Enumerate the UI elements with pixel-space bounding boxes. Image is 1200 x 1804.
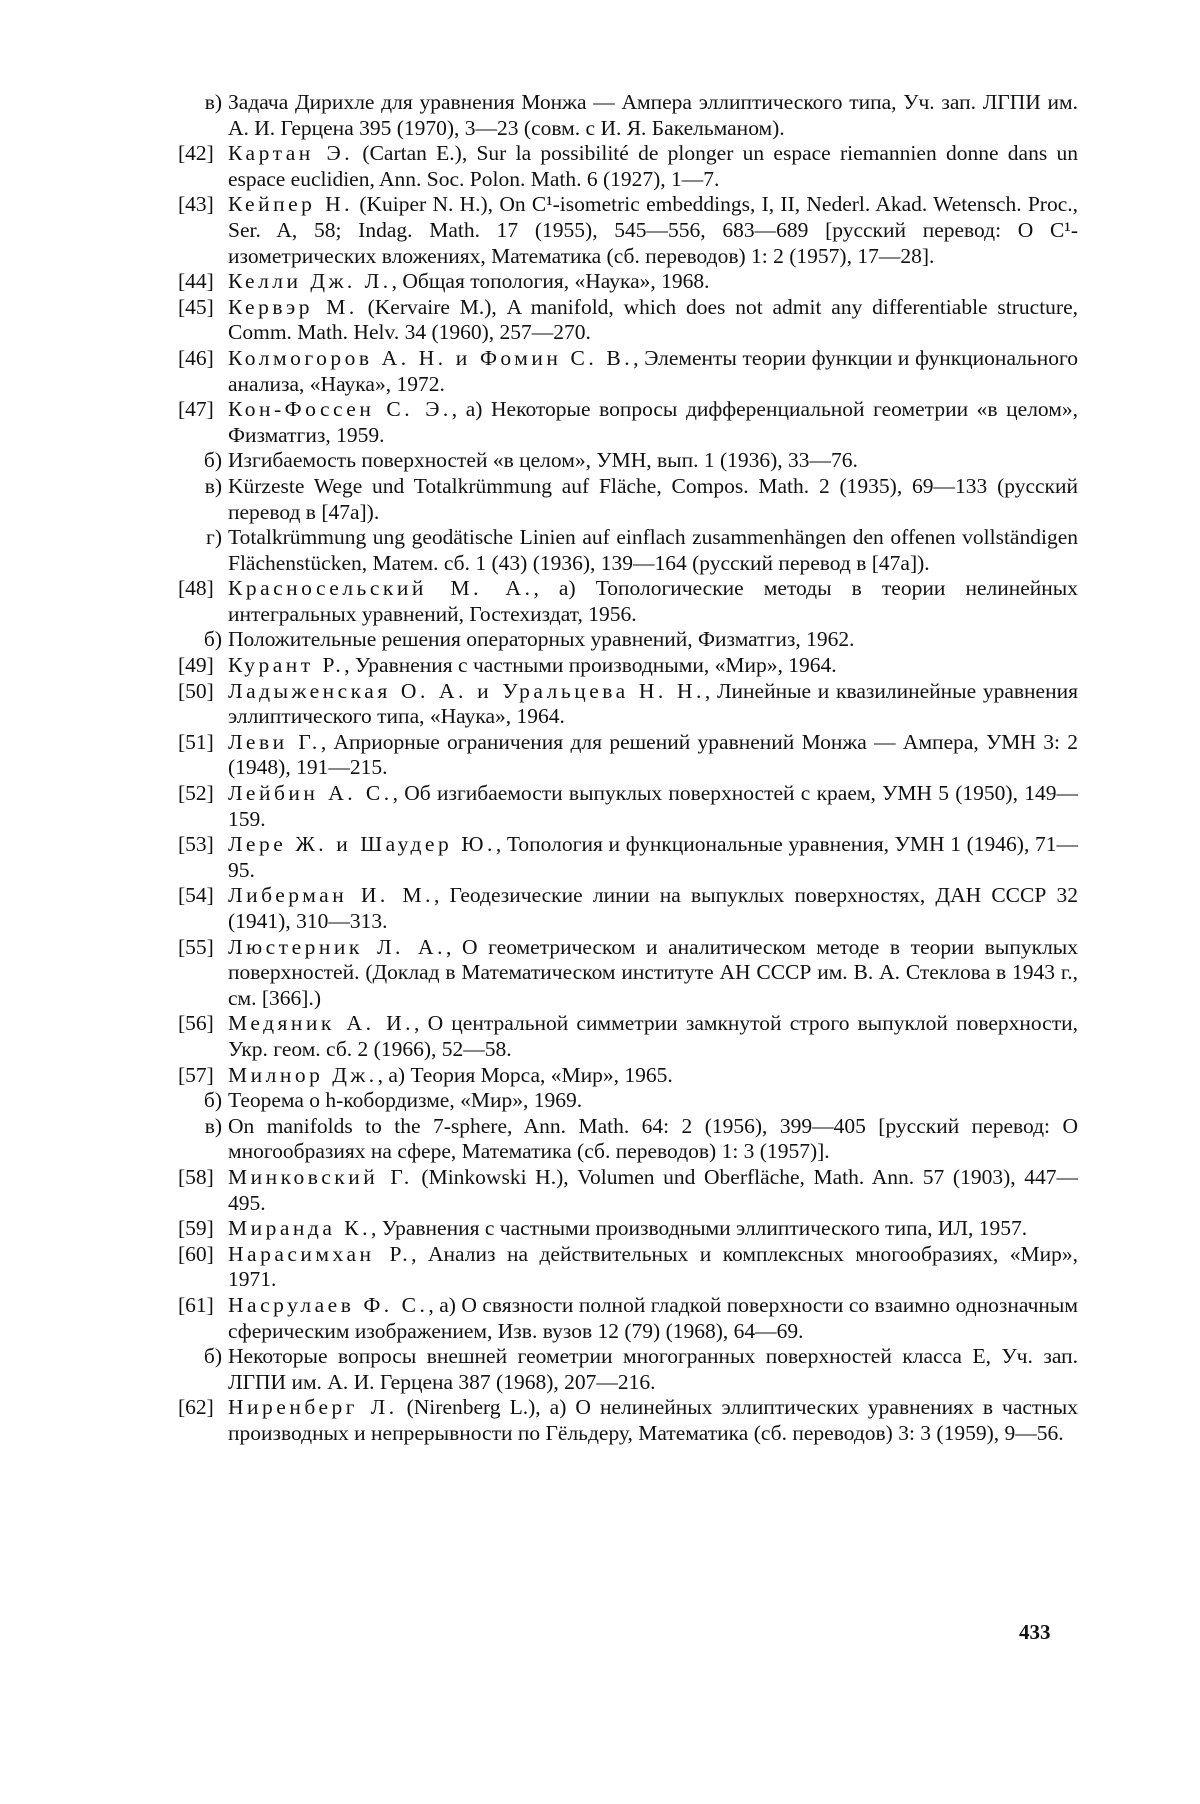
reference-text — [228, 653, 1078, 679]
reference-label: б) — [203, 1344, 222, 1369]
reference-label: г) — [206, 525, 222, 550]
reference-entry — [178, 1165, 1078, 1216]
reference-label: [53] — [178, 832, 214, 857]
reference-label: [61] — [178, 1292, 214, 1317]
reference-text — [228, 448, 1078, 474]
reference-label: [45] — [178, 294, 214, 319]
reference-author: Нарасимхан Р. — [228, 1241, 412, 1266]
reference-author: Кервэр М. — [228, 294, 358, 319]
reference-label: [42] — [178, 141, 214, 166]
reference-text — [228, 935, 1078, 1012]
reference-label: в) — [204, 90, 222, 114]
reference-entry — [178, 679, 1078, 730]
reference-text — [228, 832, 1078, 883]
reference-entry — [178, 730, 1078, 781]
reference-body: , а) Топологические методы в теории нелинейных интегральных уравнений, Гостехиздат, 1956. — [228, 576, 1079, 626]
reference-author: Кон-Фоссен С. Э. — [228, 397, 452, 422]
reference-label: б) — [203, 448, 222, 473]
reference-text — [228, 781, 1078, 832]
reference-label: [60] — [178, 1241, 214, 1266]
reference-body: , а) О связности полной гладкой поверхности со взаимно однозначным сферическим изображением, Изв. вузов 12 (79) (1968), 64—69. — [228, 1292, 1078, 1343]
reference-text — [228, 679, 1078, 730]
reference-body: (Kuiper N. H.), On C¹-isometric embeddings, I, II, Nederl. Akad. Wetensch. Proc., Ser. A, 58; Indag. Math. 17 (1955), 545—556, 683—689 [русский перевод: О C¹-изометрических вложениях, Математика (сб. переводов) 1: 2 (1957), 17—28]. — [228, 192, 1078, 268]
reference-body: (Cartan E.), Sur la possibilité de plonger un espace riemannien donne dans un espace euclidien, Ann. Soc. Polon. Math. 6 (1927), 1—7. — [228, 141, 1078, 191]
reference-entry — [178, 576, 1078, 627]
reference-text — [228, 1063, 1078, 1089]
reference-body: , Уравнения с частными производными эллиптического типа, ИЛ, 1957. — [371, 1216, 1028, 1241]
reference-text — [228, 1114, 1078, 1165]
reference-author: Насрулаев Ф. С. — [228, 1292, 429, 1317]
reference-entry — [178, 1293, 1078, 1344]
reference-author: Лейбин А. С. — [228, 781, 393, 806]
reference-entry — [178, 781, 1078, 832]
reference-author: Милнор Дж. — [228, 1062, 378, 1087]
reference-entry — [178, 935, 1078, 1012]
reference-text — [228, 1242, 1078, 1293]
reference-entry — [178, 346, 1078, 397]
reference-body: Totalkrümmung ung geodätische Linien auf einflach zusammenhängen den offenen vollständigen Flächenstücken, Матем. сб. 1 (43) (1936), 139—164 (русский перевод в [47а]). — [228, 525, 1078, 575]
reference-author: Люстерник Л. А. — [228, 934, 446, 959]
reference-entry — [178, 653, 1078, 679]
reference-label: [59] — [178, 1216, 214, 1241]
reference-label: б) — [203, 627, 222, 652]
reference-label: [55] — [178, 934, 214, 959]
reference-body: , а) Некоторые вопросы дифференциальной геометрии «в целом», Физматгиз, 1959. — [228, 397, 1078, 447]
reference-label: [46] — [178, 345, 214, 370]
reference-body: , Топология и функциональные уравнения, УМН 1 (1946), 71—95. — [228, 832, 1079, 882]
reference-entry — [178, 141, 1078, 192]
reference-label: [44] — [178, 269, 214, 294]
reference-body: Изгибаемость поверхностей «в целом», УМН, вып. 1 (1936), 33—76. — [228, 448, 858, 473]
reference-label: [58] — [178, 1164, 214, 1189]
reference-text — [228, 474, 1078, 525]
reference-text — [228, 1293, 1078, 1344]
reference-text — [228, 883, 1078, 934]
reference-text — [228, 269, 1078, 295]
reference-author: Медяник А. И. — [228, 1011, 415, 1036]
reference-author: Келли Дж. Л. — [228, 269, 392, 294]
reference-author: Картан Э. — [228, 141, 354, 166]
reference-body: , Линейные и квазилинейные уравнения эллиптического типа, «Наука», 1964. — [228, 678, 1078, 729]
reference-author: Минковский Г. — [228, 1164, 413, 1189]
reference-entry — [178, 1216, 1078, 1242]
reference-entry — [178, 192, 1078, 269]
reference-body: , О геометрическом и аналитическом методе в теории выпуклых поверхностей. (Доклад в Математическом институте АН СССР им. В. А. Стеклова в 1943 г., см. [366].) — [228, 934, 1078, 1010]
reference-text — [228, 1088, 1078, 1114]
reference-label: б) — [203, 1088, 222, 1113]
reference-text — [228, 192, 1078, 269]
reference-entry — [178, 1242, 1078, 1293]
reference-body: (Kervaire M.), A manifold, which does not admit any differentiable structure, Comm. Math. Helv. 34 (1960), 257—270. — [228, 294, 1078, 345]
reference-entry — [178, 832, 1078, 883]
reference-label: [50] — [178, 678, 214, 703]
reference-list — [178, 90, 1078, 1446]
reference-body: , Элементы теории функции и функционального анализа, «Наука», 1972. — [228, 345, 1078, 396]
reference-body: (Nirenberg L.), а) О нелинейных эллиптических уравнениях в частных производных и непрерывности по Гёльдеру, Математика (сб. переводов) 3: 3 (1959), 9—56. — [228, 1395, 1078, 1445]
reference-author: Либерман И. М. — [228, 883, 434, 908]
reference-author: Ладыженская О. А. и Уральцева Н. Н. — [228, 678, 705, 703]
reference-body: , а) Теория Морса, «Мир», 1965. — [377, 1062, 673, 1087]
reference-entry — [178, 525, 1078, 576]
reference-entry — [178, 269, 1078, 295]
reference-body: , Априорные ограничения для решений уравнений Монжа — Ампера, УМН 3: 2 (1948), 191—215. — [228, 729, 1078, 780]
reference-author: Ниренберг Л. — [228, 1395, 398, 1420]
reference-label: [52] — [178, 781, 214, 806]
reference-author: Кейпер Н. — [228, 192, 354, 217]
reference-body: Kürzeste Wege und Totalkrümmung auf Fläche, Compos. Math. 2 (1935), 69—133 (русский перевод в [47а]). — [228, 473, 1078, 524]
reference-author: Лере Ж. и Шаудер Ю. — [228, 832, 496, 857]
reference-label: [47] — [178, 397, 214, 422]
reference-text — [228, 1165, 1078, 1216]
reference-author: Колмогоров А. Н. и Фомин С. В. — [228, 345, 634, 370]
reference-text — [228, 141, 1078, 192]
reference-body: , Общая топология, «Наука», 1968. — [391, 269, 710, 294]
reference-label: [43] — [178, 192, 214, 217]
reference-author: Красносельский М. А. — [228, 576, 534, 601]
reference-text — [228, 346, 1078, 397]
reference-label: [57] — [178, 1062, 214, 1087]
reference-body: (Minkowski H.), Volumen und Oberfläche, Math. Ann. 57 (1903), 447—495. — [228, 1164, 1078, 1215]
reference-label: в) — [204, 1113, 222, 1138]
reference-entry — [178, 883, 1078, 934]
reference-entry — [178, 474, 1078, 525]
reference-body: Некоторые вопросы внешней геометрии многогранных поверхностей класса E, Уч. зап. ЛГПИ им. А. И. Герцена 387 (1968), 207—216. — [228, 1344, 1078, 1394]
reference-entry — [178, 295, 1078, 346]
reference-label: [54] — [178, 883, 214, 908]
reference-body: Положительные решения операторных уравнений, Физматгиз, 1962. — [228, 627, 855, 652]
reference-label: [62] — [178, 1395, 214, 1420]
reference-text — [228, 1395, 1078, 1446]
reference-text — [228, 525, 1078, 576]
reference-entry — [178, 1395, 1078, 1446]
reference-body: , О центральной симметрии замкнутой строго выпуклой поверхности, Укр. геом. сб. 2 (1966), 52—58. — [228, 1011, 1078, 1061]
reference-label: [48] — [178, 576, 214, 601]
reference-entry — [178, 90, 1078, 141]
reference-text — [228, 730, 1078, 781]
reference-body: , Геодезические линии на выпуклых поверхностях, ДАН СССР 32 (1941), 310—313. — [228, 883, 1078, 933]
reference-body: , Об изгибаемости выпуклых поверхностей с краем, УМН 5 (1950), 149—159. — [228, 781, 1078, 831]
reference-entry — [178, 1344, 1078, 1395]
reference-text — [228, 1011, 1078, 1062]
reference-body: Теорема о h-кобордизме, «Мир», 1969. — [228, 1088, 583, 1113]
reference-body: Задача Дирихле для уравнения Монжа — Ампера эллиптического типа, Уч. зап. ЛГПИ им. А. И. Герцена 395 (1970), 3—23 (совм. с И. Я. Бакельманом). — [228, 90, 1078, 140]
reference-entry — [178, 397, 1078, 448]
reference-author: Миранда К. — [228, 1216, 371, 1241]
reference-text — [228, 1344, 1078, 1395]
reference-label: [49] — [178, 653, 214, 678]
reference-text — [228, 627, 1078, 653]
reference-text — [228, 90, 1078, 141]
reference-text — [228, 295, 1078, 346]
reference-entry — [178, 627, 1078, 653]
reference-text — [228, 576, 1078, 627]
reference-entry — [178, 1063, 1078, 1089]
reference-entry — [178, 1088, 1078, 1114]
reference-entry — [178, 448, 1078, 474]
reference-text — [228, 397, 1078, 448]
page-number: 433 — [1019, 1620, 1051, 1644]
reference-label: [51] — [178, 729, 214, 754]
reference-label: в) — [204, 473, 222, 498]
reference-entry — [178, 1011, 1078, 1062]
reference-author: Леви Г. — [228, 729, 321, 754]
reference-author: Курант Р. — [228, 653, 345, 678]
reference-body: , Уравнения с частными производными, «Мир», 1964. — [344, 653, 837, 678]
reference-entry — [178, 1114, 1078, 1165]
reference-body: On manifolds to the 7-sphere, Ann. Math. 64: 2 (1956), 399—405 [русский перевод: О многообразиях на сфере, Математика (сб. переводов) 1: 3 (1957)]. — [228, 1113, 1078, 1164]
reference-body: , Анализ на действительных и комплексных многообразиях, «Мир», 1971. — [228, 1241, 1078, 1292]
reference-label: [56] — [178, 1011, 214, 1036]
reference-text — [228, 1216, 1078, 1242]
